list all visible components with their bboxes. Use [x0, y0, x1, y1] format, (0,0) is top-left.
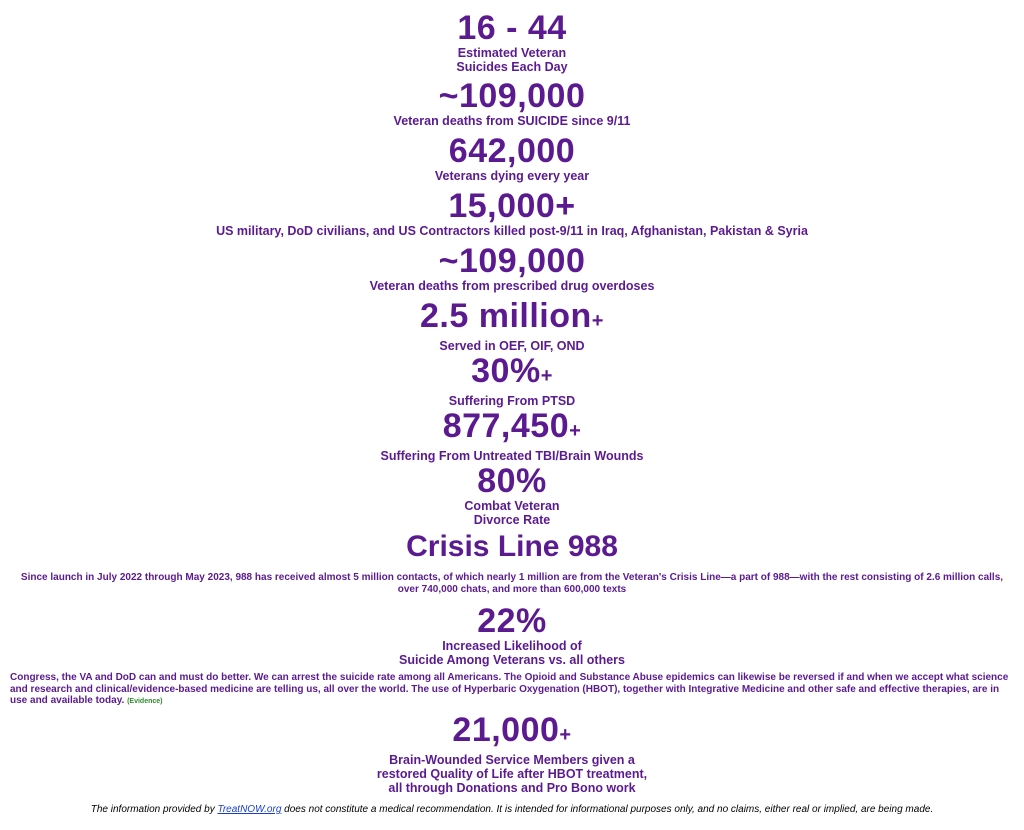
stat-label: Veterans dying every year — [434, 169, 590, 183]
stat-value: 15,000+ — [448, 187, 576, 225]
stat-label-line2: Suicide Among Veterans vs. all others — [398, 653, 625, 667]
paragraph-text: Congress, the VA and DoD can and must do better. We can arrest the suicide rate among all Americans. The Opioid and Substance Abuse epidemics can likewise be reversed if and when we accept what science and research and clinical/evidence-based medicine are telling us, all over the world. The use of Hyperbaric Oxygenation (HBOT), together with Integrative Medicine and other safe and effective therapies, are in use and available today. — [10, 672, 1009, 706]
stat-label-line1: Increased Likelihood of — [442, 639, 582, 653]
stat-value: ~109,000 — [438, 77, 586, 115]
stat-ptsd — [0, 353, 1024, 408]
stat-served — [0, 298, 1024, 353]
crisis-line-section — [0, 530, 1024, 596]
stat-label: Veteran deaths from SUICIDE since 9/11 — [393, 114, 631, 128]
stat-suicides-per-day — [0, 10, 1024, 74]
stat-value: ~109,000 — [438, 242, 586, 280]
stat-veterans-dying — [0, 133, 1024, 183]
stat-label-line1: Estimated Veteran — [457, 46, 567, 60]
stat-label: Suffering From Untreated TBI/Brain Wounds — [380, 449, 644, 463]
stat-killed-post-911 — [0, 188, 1024, 238]
stat-label: Served in OEF, OIF, OND — [439, 339, 585, 353]
stat-label-line2: Divorce Rate — [473, 513, 551, 527]
disclaimer-footer — [0, 804, 1024, 815]
call-to-action-paragraph — [10, 672, 1014, 708]
stat-value: 22% — [477, 602, 547, 640]
stat-plus: + — [569, 420, 582, 442]
stat-suicide-deaths — [0, 78, 1024, 128]
treatnow-link[interactable]: TreatNOW.org — [217, 804, 282, 815]
stat-value: 16 - 44 — [457, 9, 567, 47]
stat-plus: + — [540, 365, 553, 387]
stat-value: 642,000 — [448, 132, 576, 170]
stat-value: 30% — [471, 352, 541, 390]
stat-label: Veteran deaths from prescribed drug overdoses — [369, 279, 655, 293]
evidence-link[interactable]: (Evidence) — [127, 698, 163, 705]
stat-label-line3: all through Donations and Pro Bono work — [388, 781, 636, 795]
stat-plus: + — [559, 724, 572, 746]
stat-plus: + — [591, 310, 604, 332]
stat-value: 2.5 million — [420, 297, 592, 335]
stat-label: US military, DoD civilians, and US Contractors killed post-9/11 in Iraq, Afghanistan, Pakistan & Syria — [216, 224, 808, 238]
footer-suffix: does not constitute a medical recommendation. It is intended for informational purposes only, and no claims, either real or implied, are being made. — [281, 804, 934, 815]
stat-increased-likelihood — [0, 603, 1024, 667]
crisis-line-text: Since launch in July 2022 through May 2023, 988 has received almost 5 million contacts, of which nearly 1 million are from the Veteran's Crisis Line—a part of 988—with the rest consisting of 2.6 million calls, over 740,000 chats, and more than 600,000 texts — [20, 572, 1004, 595]
stat-hbot — [0, 712, 1024, 795]
stat-value: 80% — [477, 462, 547, 500]
stat-label-line1: Brain-Wounded Service Members given a — [389, 753, 635, 767]
stat-label-line2: restored Quality of Life after HBOT treatment, — [376, 767, 648, 781]
stat-tbi — [0, 408, 1024, 463]
stat-label-line2: Suicides Each Day — [456, 60, 568, 74]
stat-divorce-rate — [0, 463, 1024, 527]
stat-overdose-deaths — [0, 243, 1024, 293]
stat-value: 877,450 — [442, 407, 570, 445]
stat-label-line1: Combat Veteran — [464, 499, 560, 513]
footer-prefix: The information provided by — [90, 804, 218, 815]
crisis-line-title: Crisis Line 988 — [406, 530, 618, 563]
stat-value: 21,000 — [452, 711, 560, 749]
stat-label: Suffering From PTSD — [448, 394, 576, 408]
